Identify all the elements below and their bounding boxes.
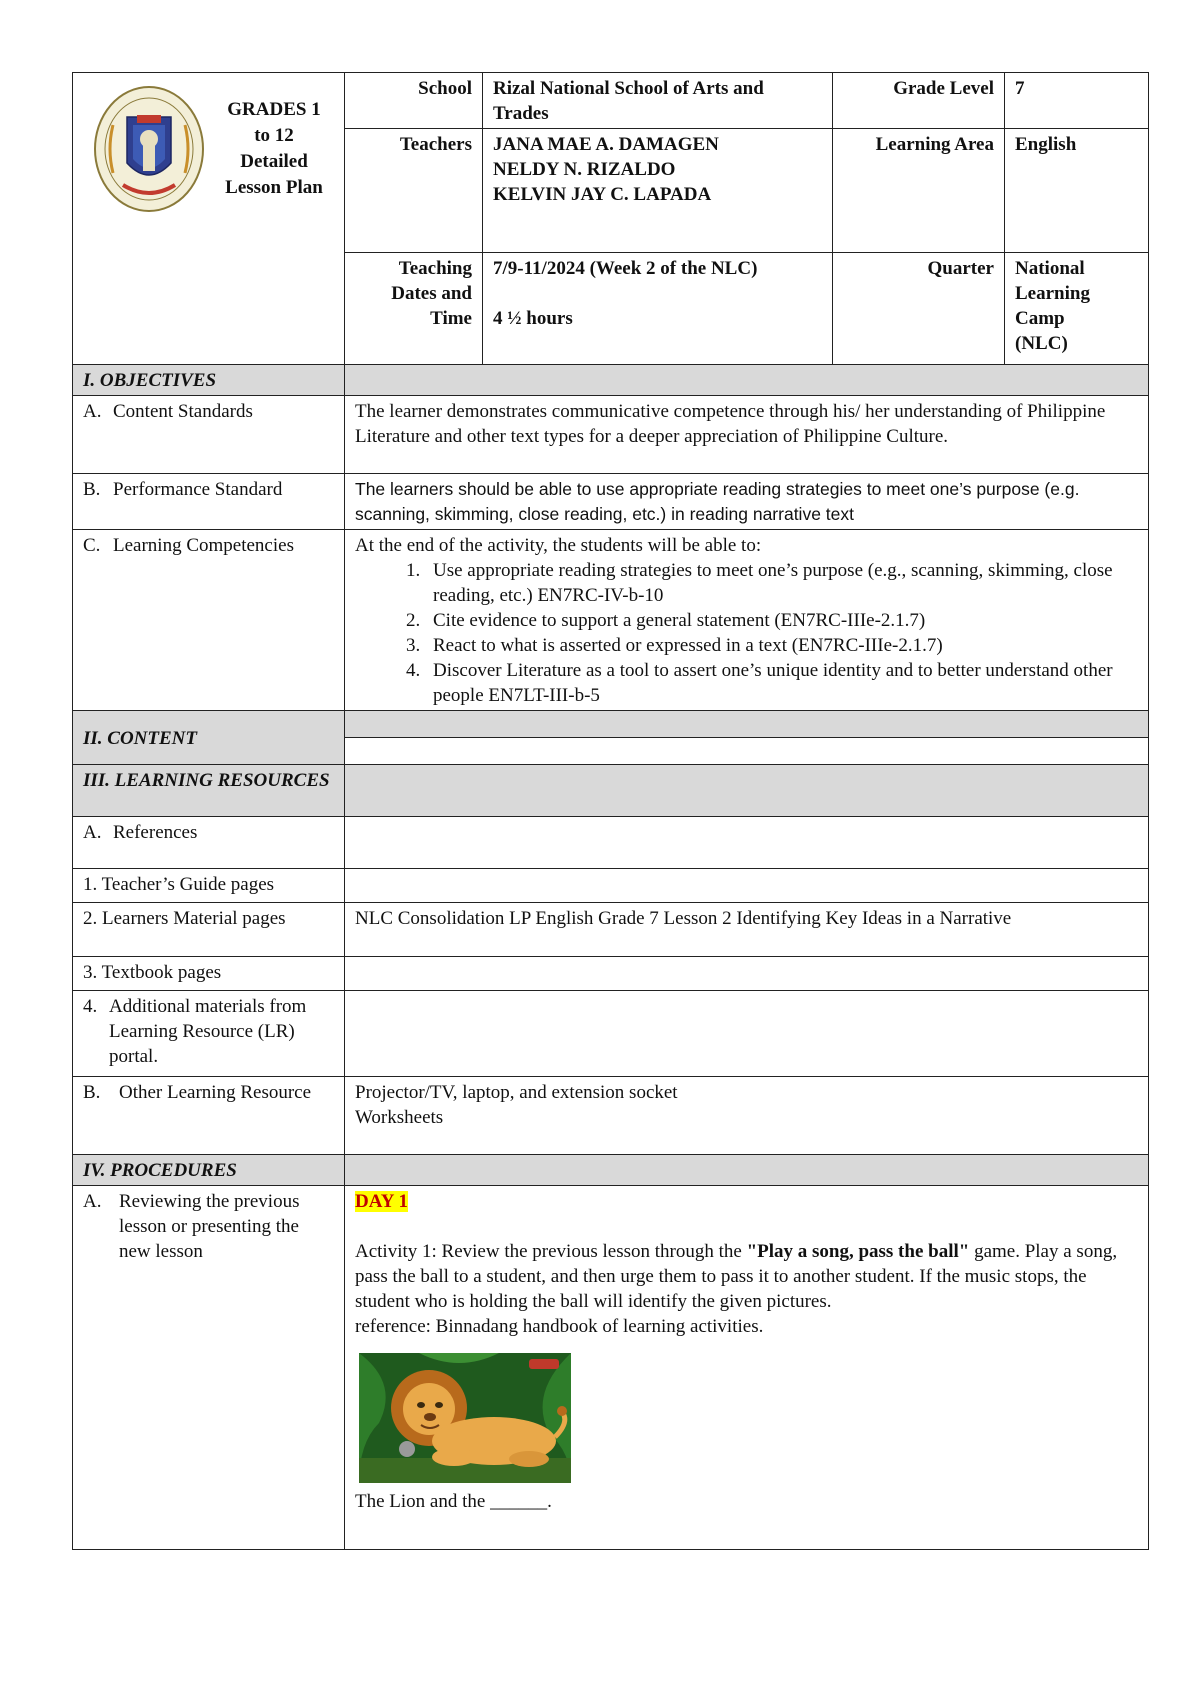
references-label: A. References [73, 817, 345, 869]
grades-title: GRADES 1 to 12 Detailed Lesson Plan [225, 99, 323, 198]
teachers-value: JANA MAE A. DAMAGEN NELDY N. RIZALDO KELVIN JAY C. LAPADA [483, 129, 833, 253]
school-label: School [345, 73, 483, 129]
lion-cartoon-image [359, 1353, 571, 1483]
content-standards-text: The learner demonstrates communicative competence through his/ her understanding of Philippine Literature and other text types for a deeper appreciation of Philippine Culture. [345, 396, 1149, 474]
competencies-list [355, 558, 1138, 708]
performance-standard-label: B. Performance Standard [73, 474, 345, 530]
list-item: 1. Use appropriate reading strategies to meet one’s purpose (e.g., scanning, skimming, close reading, etc.) EN7RC-IV-b-10 [425, 558, 1138, 608]
day-badge: DAY 1 [355, 1191, 408, 1212]
teachers-label: Teachers [345, 129, 483, 253]
learners-material-label: 2. Learners Material pages [73, 903, 345, 957]
lesson-plan-table [72, 72, 1149, 1550]
list-item: 3. React to what is asserted or expressed in a text (EN7RC-IIIe-2.1.7) [425, 633, 1138, 658]
deped-seal-icon [93, 85, 205, 213]
objectives-heading: I. OBJECTIVES [73, 365, 345, 396]
learning-competencies-text: At the end of the activity, the students will be able to: 1. Use appropriate reading strategies to meet one’s purpose (e.g., scanning, skimming, close reading, etc.) EN7RC-IV-b-10 2. Cite evidence to support a general statement (EN7RC-IIIe-2.1.7) 3. React to what is asserted or expressed in a text (EN7RC-IIIe-2.1.7) 4. Discover Literature as a tool to assert one’s unique identity and to better understand other people EN7LT-III-b-5 [345, 530, 1149, 711]
content-standards-label: A. Content Standards [73, 396, 345, 474]
reviewing-lesson-content [345, 1186, 1149, 1550]
performance-standard-text: The learners should be able to use appropriate reading strategies to meet one’s purpose (e.g. scanning, skimming, close reading, etc.) in reading narrative text [345, 474, 1149, 530]
dates-value: 7/9-11/2024 (Week 2 of the NLC) 4 ½ hours [483, 253, 833, 365]
textbook-label: 3. Textbook pages [73, 957, 345, 991]
quarter-label: Quarter [833, 253, 1005, 365]
school-value: Rizal National School of Arts and Trades [483, 73, 833, 129]
lesson-plan-page [72, 72, 1148, 1550]
other-resource-values: Projector/TV, laptop, and extension socket Worksheets [345, 1077, 1149, 1155]
grade-level-label: Grade Level [833, 73, 1005, 129]
list-item: 2. Cite evidence to support a general statement (EN7RC-IIIe-2.1.7) [425, 608, 1138, 633]
learners-material-value: NLC Consolidation LP English Grade 7 Lesson 2 Identifying Key Ideas in a Narrative [345, 903, 1149, 957]
learning-area-value: English [1005, 129, 1149, 253]
dates-label: Teaching Dates and Time [345, 253, 483, 365]
learning-area-label: Learning Area [833, 129, 1005, 253]
learning-resources-heading: III. LEARNING RESOURCES [73, 765, 345, 817]
content-heading: II. CONTENT [73, 711, 345, 765]
activity-reference: reference: Binnadang handbook of learning activities. [355, 1316, 764, 1337]
quarter-value: National Learning Camp (NLC) [1005, 253, 1149, 365]
other-resource-label: B. Other Learning Resource [73, 1077, 345, 1155]
activity-text: Activity 1: Review the previous lesson through the "Play a song, pass the ball" game. Play a song, pass the ball to a student, and then urge them to pass it to another student. If the music stops, the student who is holding the ball will identify the given pictures. [355, 1241, 1118, 1312]
teachers-guide-label: 1. Teacher’s Guide pages [73, 869, 345, 903]
reviewing-lesson-label: A. Reviewing the previous lesson or presenting the new lesson [73, 1186, 345, 1550]
caption-text: The Lion and the ______. [355, 1491, 552, 1512]
procedures-heading: IV. PROCEDURES [73, 1155, 345, 1186]
additional-materials-label: 4. Additional materials from Learning Resource (LR) portal. [73, 991, 345, 1077]
learning-competencies-label: C. Learning Competencies [73, 530, 345, 711]
grade-level-value: 7 [1005, 73, 1149, 129]
list-item: 4. Discover Literature as a tool to assert one’s unique identity and to better understand other people EN7LT-III-b-5 [425, 658, 1138, 708]
header-seal-cell [73, 73, 345, 365]
